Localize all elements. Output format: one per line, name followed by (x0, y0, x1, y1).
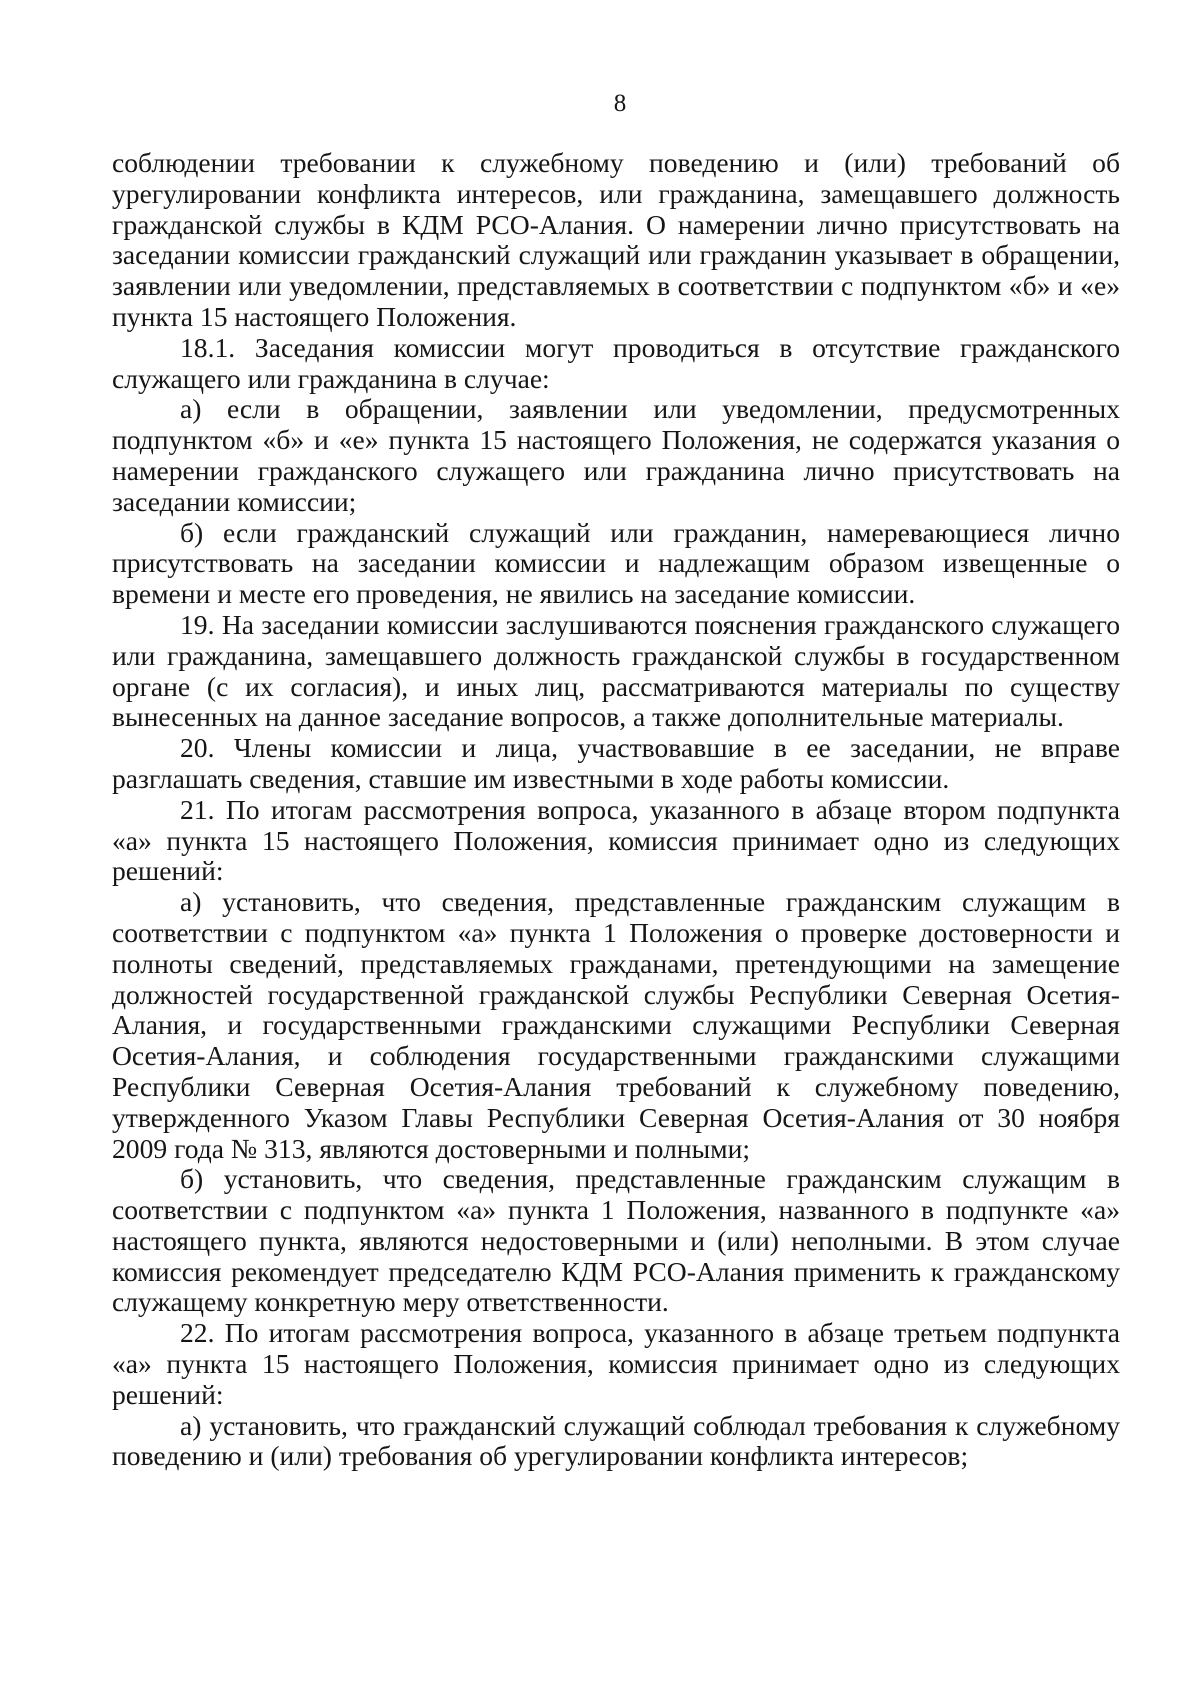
paragraph-18-1-a: а) если в обращении, заявлении или уведомлении, предусмотренных подпунктом «б» и «е» пункта 15 настоящего Положения, не содержатся указания о намерении гражданского служащего или гражданина лично присутствовать на заседании комиссии; (112, 393, 1120, 517)
paragraph-continuation: соблюдении требовании к служебному поведению и (или) требований об урегулировании конфликта интересов, или гражданина, замещавшего должность гражданской службы в КДМ РСО-Алания. О намерении лично присутствовать на заседании комиссии гражданский служащий или гражданин указывает в обращении, заявлении или уведомлении, представляемых в соответствии с подпунктом «б» и «е» пункта 15 настоящего Положения. (112, 147, 1120, 332)
paragraph-22: 22. По итогам рассмотрения вопроса, указанного в абзаце третьем подпункта «а» пункта 15 настоящего Положения, комиссия принимает одно из следующих решений: (112, 1317, 1120, 1410)
paragraph-18-1: 18.1. Заседания комиссии могут проводиться в отсутствие гражданского служащего или гражданина в случае: (112, 331, 1120, 394)
paragraph-21: 21. По итогам рассмотрения вопроса, указанного в абзаце втором подпункта «а» пункта 15 настоящего Положения, комиссия принимает одно из следующих решений: (112, 793, 1120, 887)
document-body (112, 148, 1120, 1472)
paragraph-21-a: а) установить, что сведения, представленные гражданским служащим в соответствии с подпунктом «а» пункта 1 Положения о проверке достоверности и полноты сведений, представляемых гражданами, претендующими на замещение должностей государственной гражданской службы Республики Северная Осетия-Алания, и государственными гражданскими служащими Республики Северная Осетия-Алания, и соблюдения государственными гражданскими служащими Республики Северная Осетия-Алания требований к служебному поведению, утвержденного Указом Главы Республики Северная Осетия-Алания от 30 ноября 2009 года № 313, являются достоверными и полными; (112, 886, 1120, 1164)
paragraph-19: 19. На заседании комиссии заслушиваются пояснения гражданского служащего или гражданина, замещавшего должность гражданской службы в государственном органе (с их согласия), и иных лиц, рассматриваются материалы по существу вынесенных на данное заседание вопросов, а также дополнительные материалы. (112, 608, 1120, 733)
paragraph-22-a: а) установить, что гражданский служащий соблюдал требования к служебному поведению и (или) требования об урегулировании конфликта интересов; (112, 1409, 1120, 1472)
paragraph-20: 20. Члены комиссии и лица, участвовавшие в ее заседании, не вправе разглашать сведения, ставшие им известными в ходе работы комиссии. (112, 732, 1120, 794)
page-number: 8 (613, 90, 627, 117)
paragraph-21-b: б) установить, что сведения, представленные гражданским служащим в соответствии с подпунктом «а» пункта 1 Положения, названного в подпункте «а» настоящего пункта, являются недостоверными и (или) неполными. В этом случае комиссия рекомендует председателю КДМ РСО-Алания применить к гражданскому служащему конкретную меру ответственности. (112, 1163, 1120, 1318)
paragraph-18-1-b: б) если гражданский служащий или гражданин, намеревающиеся лично присутствовать на заседании комиссии и надлежащим образом извещенные о времени и месте его проведения, не явились на заседание комиссии. (112, 516, 1120, 610)
